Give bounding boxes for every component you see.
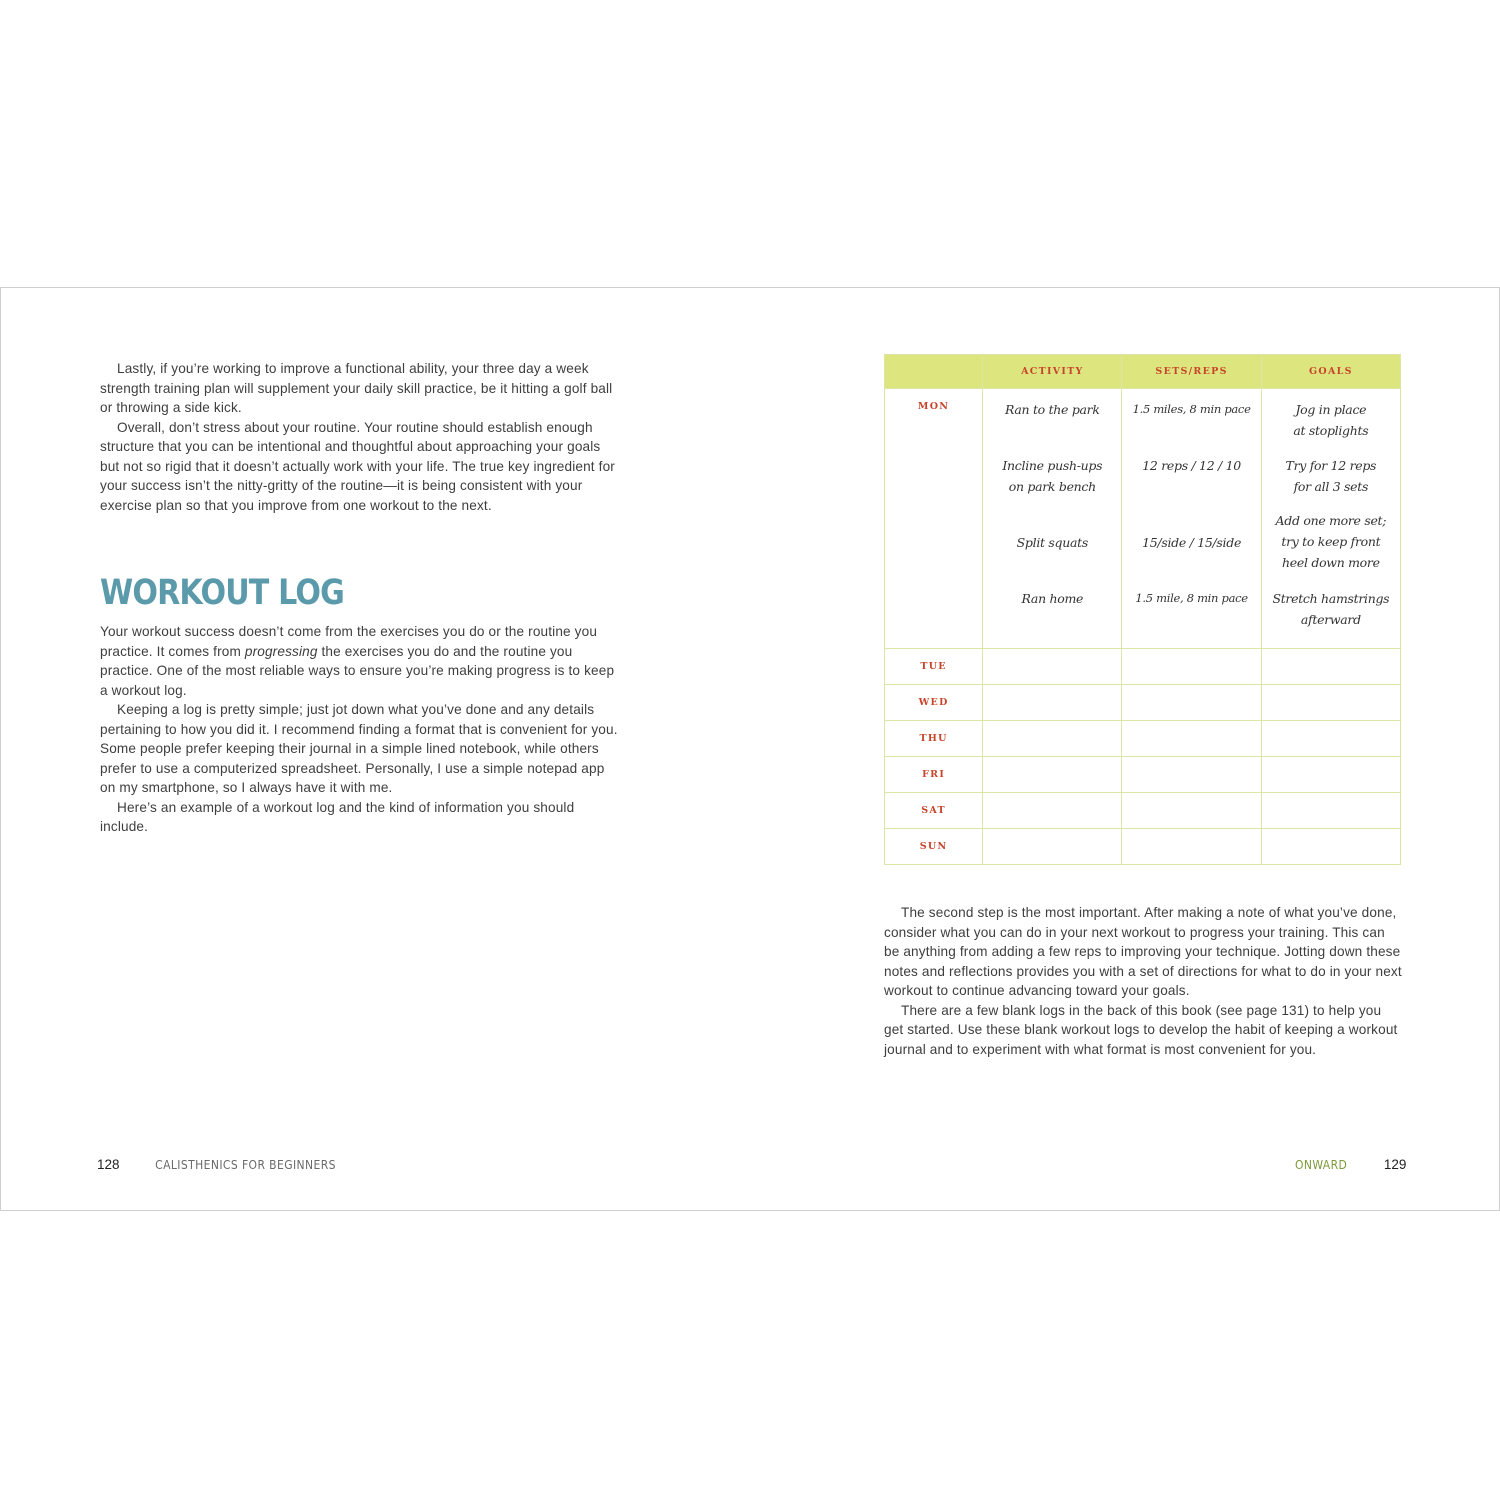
table-row (885, 389, 1401, 649)
activity-cell (983, 389, 1122, 649)
goals-cell (1261, 829, 1400, 865)
day-label: TUE (885, 649, 983, 685)
book-spread (0, 287, 1500, 1211)
sets-cell (1122, 757, 1261, 793)
sets-cell (1122, 389, 1261, 649)
day-label: SAT (885, 793, 983, 829)
running-head: CALISTHENICS FOR BEGINNERS (155, 1158, 336, 1172)
goals-cell (1261, 793, 1400, 829)
right-page (750, 288, 1499, 1210)
handwritten-entry: 12 reps / 12 / 10 (1142, 458, 1241, 473)
paragraph: Lastly, if you’re working to improve a functional ability, your three day a week strength training plan will supplement your daily skill practice, be it hitting a golf ball or throwing a side kick. (100, 361, 613, 415)
workout-log-table (884, 354, 1401, 865)
page-footer-right (1295, 1157, 1406, 1172)
column-header: SETS/REPS (1122, 355, 1261, 389)
page-number: 129 (1383, 1157, 1407, 1172)
text-run: Your workout success doesn’t come from the exercises you do or the routine you practice. It comes from (100, 624, 598, 659)
running-head: ONWARD (1295, 1158, 1348, 1172)
paragraph: Overall, don’t stress about your routine. Your routine should establish enough structure that you can be intentional and thoughtful about approaching your goals but not so rigid that it doesn’t actually work with your life. The true key ingredient for your success isn’t the nitty-gritty of the routine—it is being consistent with your exercise plan so that you improve from one workout to the next. (100, 419, 615, 513)
paragraph: The second step is the most important. After making a note of what you’ve done, consider what you can do in your next workout to progress your training. This can be anything from adding a few reps to improving your technique. Jotting down these notes and reflections provides you with a set of directions for what to do in your next workout to continue advancing toward your goals. (884, 905, 1402, 998)
section-heading: WORKOUT LOG (100, 573, 344, 613)
goals-cell (1261, 685, 1400, 721)
table-header-row (885, 355, 1401, 389)
handwritten-entry: Split squats (1016, 535, 1088, 550)
sets-cell (1122, 793, 1261, 829)
column-header (885, 355, 983, 389)
table-row (885, 793, 1401, 829)
paragraph: Here’s an example of a workout log and the kind of information you should include. (100, 799, 575, 834)
goals-cell (1261, 389, 1400, 649)
closing-text (884, 903, 1404, 1059)
handwritten-entry: Incline push-ups on park bench (1002, 458, 1103, 494)
sets-cell (1122, 685, 1261, 721)
column-header: ACTIVITY (983, 355, 1122, 389)
activity-cell (983, 757, 1122, 793)
handwritten-entry: Try for 12 reps for all 3 sets (1285, 458, 1377, 494)
sets-cell (1122, 649, 1261, 685)
column-header: GOALS (1261, 355, 1400, 389)
handwritten-entry: 1.5 miles, 8 min pace (1132, 402, 1251, 416)
intro-text (100, 359, 620, 515)
goals-cell (1261, 649, 1400, 685)
handwritten-entry: Stretch hamstrings afterward (1272, 591, 1390, 627)
handwritten-entry: Ran home (1021, 591, 1084, 606)
day-label: WED (885, 685, 983, 721)
day-label: THU (885, 721, 983, 757)
day-label: FRI (885, 757, 983, 793)
day-label: MON (885, 389, 983, 649)
activity-cell (983, 685, 1122, 721)
table-row (885, 685, 1401, 721)
handwritten-entry: Jog in place at stoplights (1293, 402, 1369, 438)
page-footer-left (97, 1157, 336, 1172)
page-number: 128 (97, 1157, 120, 1172)
table-row (885, 829, 1401, 865)
handwritten-entry: Ran to the park (1004, 402, 1100, 417)
day-label: SUN (885, 829, 983, 865)
sets-cell (1122, 721, 1261, 757)
activity-cell (983, 649, 1122, 685)
section-text (100, 622, 620, 837)
activity-cell (983, 721, 1122, 757)
handwritten-entry: Add one more set; try to keep front heel down more (1275, 513, 1387, 570)
sets-cell (1122, 829, 1261, 865)
paragraph (100, 622, 620, 700)
goals-cell (1261, 721, 1400, 757)
left-page (1, 288, 750, 1210)
goals-cell (1261, 757, 1400, 793)
activity-cell (983, 829, 1122, 865)
paragraph: Keeping a log is pretty simple; just jot down what you’ve done and any details pertaining to how you did it. I recommend finding a format that is convenient for you. Some people prefer keeping their journal in a simple lined notebook, while others prefer to use a computerized spreadsheet. Personally, I use a simple notepad app on my smartphone, so I always have it with me. (100, 702, 618, 795)
emphasis-text: progressing (244, 643, 318, 659)
table-row (885, 757, 1401, 793)
text-run: the exercises you do and the routine you practice. One of the most reliable ways to ensure you’re making progress is to keep a workout log. (100, 643, 615, 698)
paragraph: There are a few blank logs in the back of this book (see page 131) to help you get started. Use these blank workout logs to develop the habit of keeping a workout journal and to experiment with what format is most convenient for you. (884, 1002, 1398, 1057)
table-row (885, 721, 1401, 757)
handwritten-entry: 1.5 mile, 8 min pace (1135, 591, 1248, 605)
activity-cell (983, 793, 1122, 829)
handwritten-entry: 15/side / 15/side (1142, 535, 1242, 550)
table-row (885, 649, 1401, 685)
